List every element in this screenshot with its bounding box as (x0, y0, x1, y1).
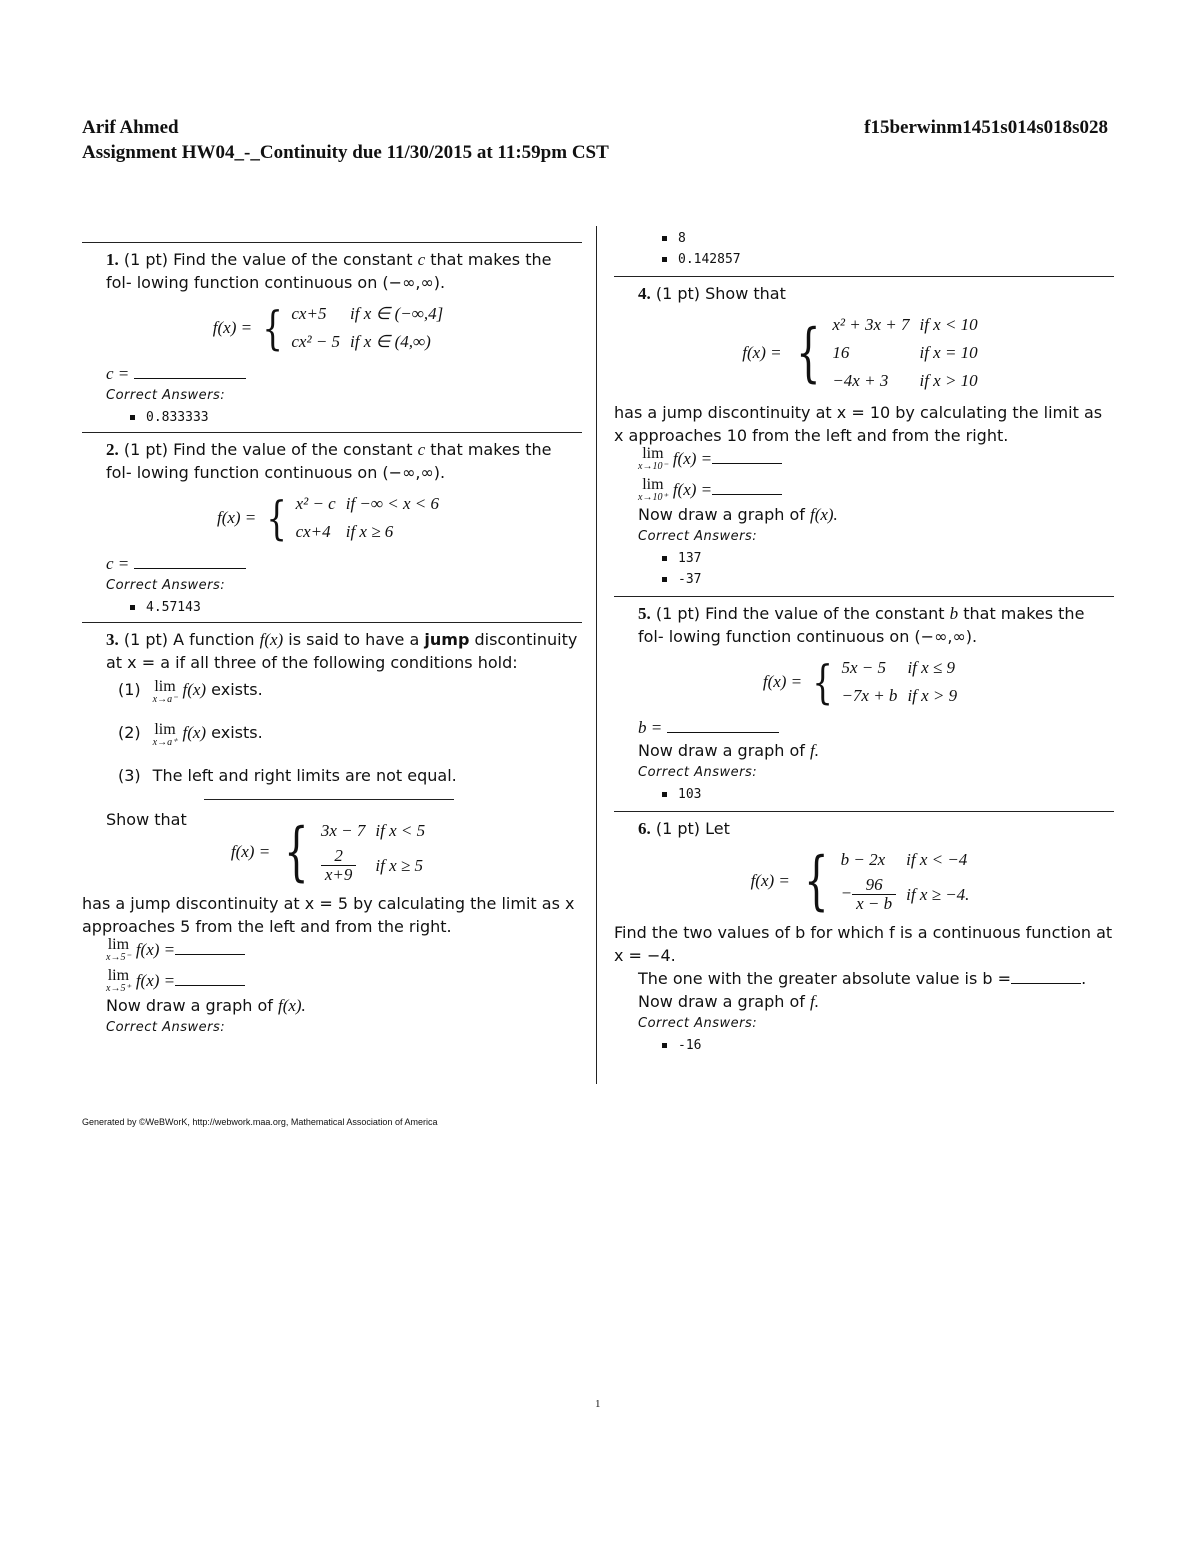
problem-number: 2. (106, 440, 119, 459)
answer-blank[interactable] (134, 364, 246, 379)
answer-prompt: b = (638, 718, 663, 737)
correct-answers-label: Correct Answers: (638, 1016, 758, 1031)
problem-number: 5. (638, 604, 651, 623)
correct-answers-label: Correct Answers: (106, 578, 226, 593)
answer-item: -37 (662, 569, 1114, 590)
problem-number: 4. (638, 284, 651, 303)
assignment-title: Assignment HW04_-_Continuity due 11/30/2015 at 11:59pm CST (82, 142, 609, 163)
problem-3: 3. (1 pt) A function f(x) is said to have a jump discontinuity at x = a if all three of the following conditions hold: (1) lim x→a⁻ f(x) exists. (2) lim x→a⁺ f(x) exists. (3) The left and right limits are not equal. Show that f(x) = { 3x − 7 if x < 5 $\frac{2}{x+9}$ if x ≥ 5 has a jump discontinuity at x = 5 by calculating the limit as x approaches 5 from the left and from the right. lim x→5⁻ f(x) = lim x→5⁺ f(x) = Now draw a graph of f(x). Correct Answers: (82, 622, 582, 1039)
answer-item: 0.833333 (130, 407, 582, 428)
footer-generated: Generated by ©WeBWorK, http://webwork.maa.org, Mathematical Association of America (82, 1117, 438, 1127)
function-definition: f(x) = { cx+5 if x ∈ (−∞,4] cx² − 5 if x ∈ (4,∞) (212, 301, 444, 355)
function-definition: f(x) = { 5x − 5 if x ≤ 9 −7x + b if x > 9 (762, 655, 958, 709)
problem-4: 4. (1 pt) Show that f(x) = { x² + 3x + 7 if x < 10 16 if x = 10 −4x + 3 if x > 10 has a jump discontinuity at x = 10 by calculating the limit as x approaches 10 from the left and from the right. lim x→10⁻ f(x) = lim x→10⁺ f(x) = Now draw a graph of f(x). Correct Answers: 137 -37 (614, 276, 1114, 590)
brace: { (262, 301, 283, 355)
answer-item: 8 (662, 228, 1114, 249)
brace: { (266, 491, 288, 545)
problem-number: 6. (638, 819, 651, 838)
question: Find the two values of b for which f is a continuous function at x = −4. (614, 923, 1113, 965)
answer-blank[interactable] (712, 449, 782, 464)
condition-2: (2) lim x→a⁺ f(x) exists. (118, 721, 263, 748)
answer-prompt: c = (106, 554, 130, 573)
function-definition: f(x) = { b − 2x if x < −4 − $\frac{96}{x - b}$ if x ≥ −4. (750, 843, 970, 918)
answer-blank[interactable] (175, 971, 245, 986)
answer-blank[interactable] (134, 554, 246, 569)
course-code: f15berwinm1451s014s018s028 (864, 117, 1108, 138)
function-definition: f(x) = { 3x − 7 if x < 5 $\frac{2}{x+9}$ if x ≥ 5 (230, 814, 426, 889)
answer-item: 137 (662, 548, 1114, 569)
answer-list (614, 784, 1114, 805)
answer-list (614, 1035, 1114, 1056)
problem-number: 3. (106, 630, 119, 649)
answer-prompt: c = (106, 364, 130, 383)
problem-1: 1. (1 pt) Find the value of the constant c that makes the fol- lowing function continuous on (−∞,∞). f(x) = { cx+5 if x ∈ (−∞,4] cx² − 5 if x ∈ (4,∞) c = Correct Answers: 0.833333 (82, 242, 582, 428)
page-number: 1 (595, 1398, 601, 1410)
student-name: Arif Ahmed (82, 117, 179, 138)
show-that: Show that (106, 810, 187, 829)
answer-blank[interactable] (712, 480, 782, 495)
answer-item: 103 (662, 784, 1114, 805)
answer-blank[interactable] (175, 940, 245, 955)
problem-6: 6. (1 pt) Let f(x) = { b − 2x if x < −4 − $\frac{96}{x - b}$ if x ≥ −4. Find the two values of b for which f is a continuous function at x = −4. The one with the greater absolute value is b = . Now draw a graph of f. Correct Answers: -16 (614, 811, 1114, 1056)
condition-1: (1) lim x→a⁻ f(x) exists. (118, 678, 263, 705)
function-definition: f(x) = { x² + 3x + 7 if x < 10 16 if x = 10 −4x + 3 if x > 10 (742, 315, 978, 390)
condition-3: (3) The left and right limits are not equal. (118, 766, 457, 785)
conclusion: has a jump discontinuity at x = 10 by calculating the limit as x approaches 10 from the left and from the right. (614, 403, 1103, 445)
correct-answers-label: Correct Answers: (106, 388, 226, 403)
brace: { (284, 814, 309, 889)
problem-5: 5. (1 pt) Find the value of the constant b that makes the fol- lowing function continuous on (−∞,∞). f(x) = { 5x − 5 if x ≤ 9 −7x + b if x > 9 b = Now draw a graph of f. Correct Answers: 103 (614, 596, 1114, 805)
answer-blank[interactable] (667, 718, 779, 733)
problem-2: 2. (1 pt) Find the value of the constant c that makes the fol- lowing function continuous on (−∞,∞). f(x) = { x² − c if −∞ < x < 6 cx+4 if x ≥ 6 c = Correct Answers: 4.57143 (82, 432, 582, 618)
brace: { (812, 655, 834, 709)
correct-answers-label: Correct Answers: (106, 1020, 226, 1035)
function-definition: f(x) = { x² − c if −∞ < x < 6 cx+4 if x ≥ 6 (216, 491, 440, 545)
answer-blank[interactable] (1011, 969, 1081, 984)
answer-item: 0.142857 (662, 249, 1114, 270)
correct-answers-label: Correct Answers: (638, 765, 758, 780)
separator (204, 799, 454, 800)
column-divider (596, 226, 597, 1084)
left-column (82, 228, 582, 1039)
answer-item: -16 (662, 1035, 1114, 1056)
answer-list (614, 548, 1114, 590)
answer-item: 4.57143 (130, 597, 582, 618)
brace: { (804, 843, 829, 918)
problem-number: 1. (106, 250, 119, 269)
answer-list (614, 228, 1114, 270)
conclusion: has a jump discontinuity at x = 5 by calculating the limit as x approaches 5 from the left and from the right. (82, 894, 575, 936)
correct-answers-label: Correct Answers: (638, 529, 758, 544)
brace: { (795, 316, 821, 390)
answer-list (82, 597, 582, 618)
right-column (614, 228, 1114, 1056)
answer-list (82, 407, 582, 428)
